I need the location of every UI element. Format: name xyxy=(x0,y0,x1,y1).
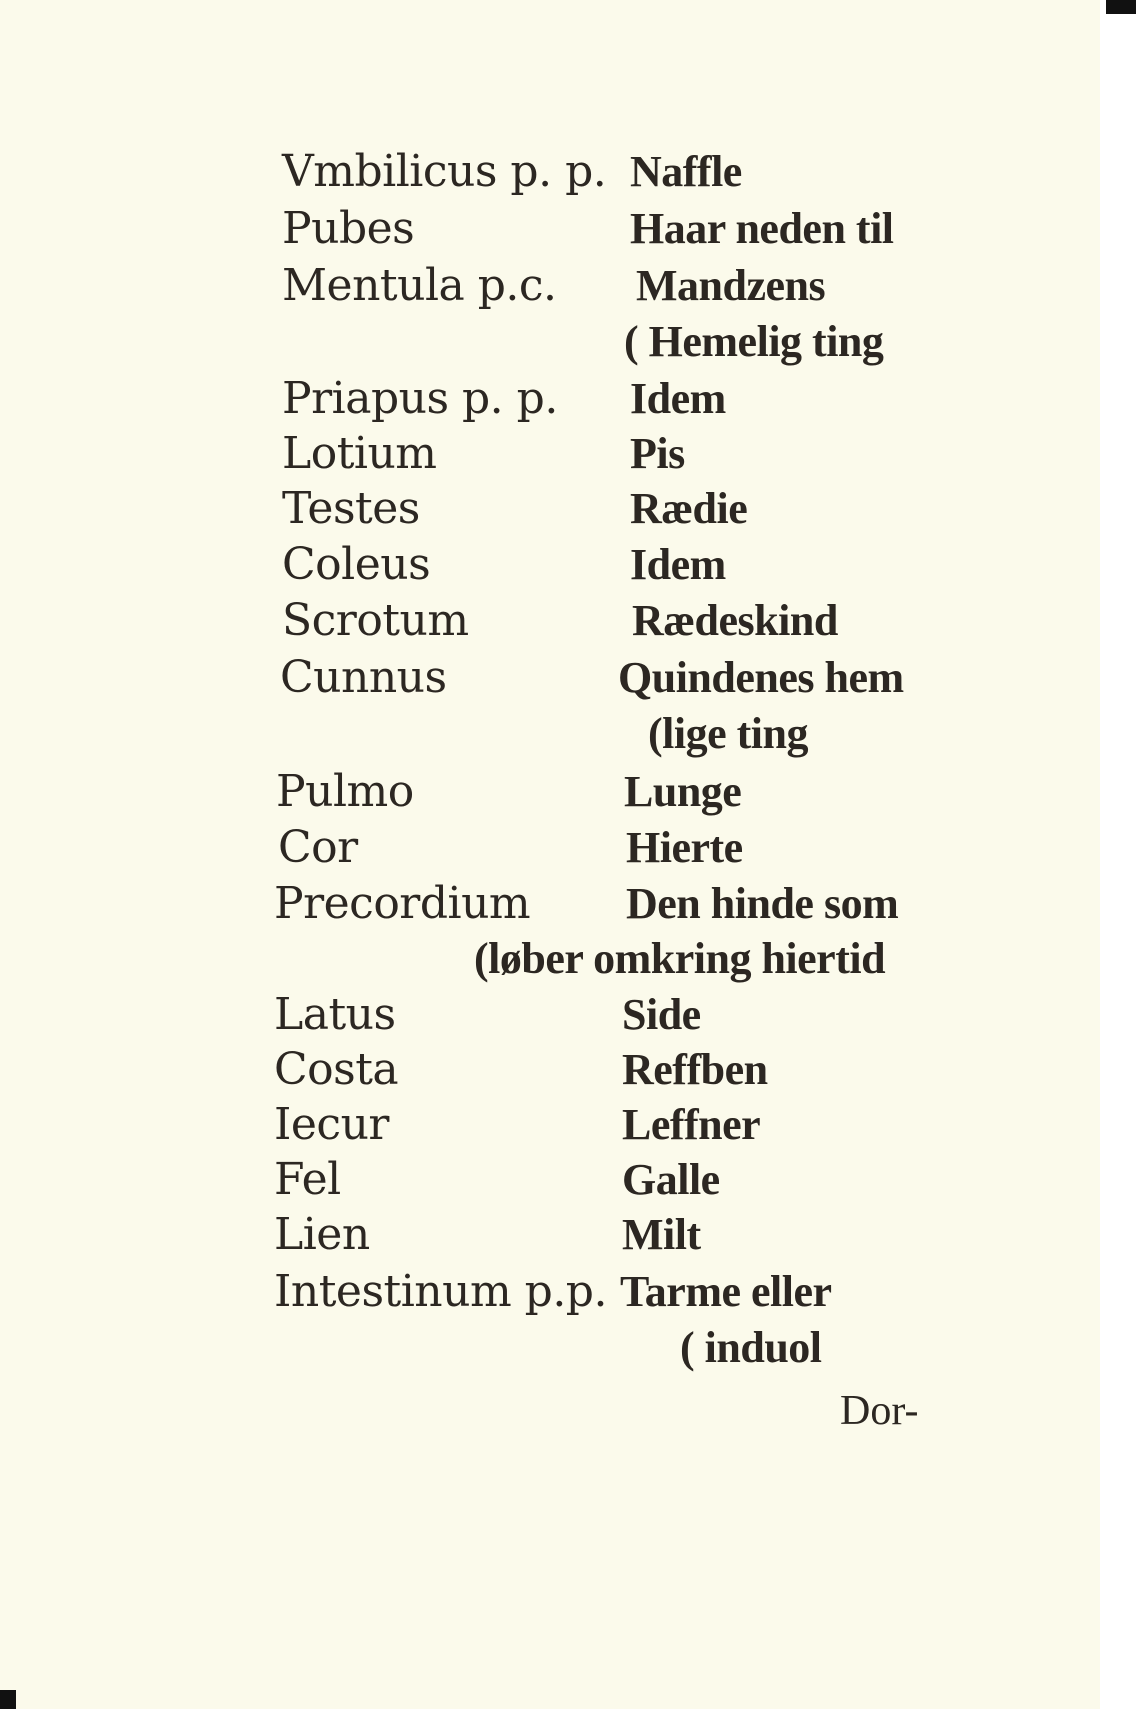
danish-term: Hierte xyxy=(626,823,743,872)
danish-term: ( induol xyxy=(680,1323,822,1372)
danish-term: Idem xyxy=(630,374,726,423)
latin-term: Vmbilicus p. p. xyxy=(282,146,607,197)
latin-term: Pubes xyxy=(282,203,415,254)
danish-term: Naffle xyxy=(630,147,742,196)
latin-term: Lotium xyxy=(282,428,437,479)
scan-edge-mark xyxy=(1106,0,1136,14)
danish-term: Reffben xyxy=(622,1045,768,1094)
scan-margin xyxy=(1100,0,1136,1709)
danish-term: Den hinde som xyxy=(626,879,899,928)
latin-term: Pulmo xyxy=(276,766,414,817)
latin-term: Testes xyxy=(282,483,420,534)
scan-edge-mark xyxy=(0,1690,16,1709)
latin-term: Latus xyxy=(274,989,396,1040)
latin-term: Mentula p.c. xyxy=(282,260,557,311)
danish-term: Mandzens xyxy=(636,261,826,310)
danish-term: (løber omkring hiertid xyxy=(474,934,886,983)
latin-term: Cor xyxy=(278,822,358,873)
danish-term: Tarme eller xyxy=(620,1267,832,1316)
latin-term: Scrotum xyxy=(282,595,469,646)
danish-term: ( Hemelig ting xyxy=(624,317,884,366)
latin-term: Iecur xyxy=(274,1099,389,1150)
danish-term: (lige ting xyxy=(648,709,808,758)
danish-term: Rædie xyxy=(630,484,748,533)
latin-term: Coleus xyxy=(282,539,431,590)
latin-term: Cunnus xyxy=(280,652,447,703)
danish-term: Haar neden til xyxy=(630,204,894,253)
danish-term: Rædeskind xyxy=(632,596,838,645)
danish-term: Lunge xyxy=(624,767,742,816)
danish-term: Side xyxy=(622,990,701,1039)
danish-term: Leffner xyxy=(622,1100,761,1149)
latin-term: Lien xyxy=(274,1209,370,1260)
latin-term: Intestinum p.p. xyxy=(274,1266,607,1317)
danish-term: Pis xyxy=(630,429,685,478)
danish-term: Galle xyxy=(622,1155,720,1204)
danish-term: Quindenes hem xyxy=(618,653,904,702)
catchword: Dor- xyxy=(840,1388,919,1434)
latin-term: Costa xyxy=(274,1044,399,1095)
latin-term: Precordium xyxy=(274,878,531,929)
danish-term: Idem xyxy=(630,540,726,589)
danish-term: Milt xyxy=(622,1210,701,1259)
latin-term: Priapus p. p. xyxy=(282,373,558,424)
latin-term: Fel xyxy=(274,1154,341,1205)
